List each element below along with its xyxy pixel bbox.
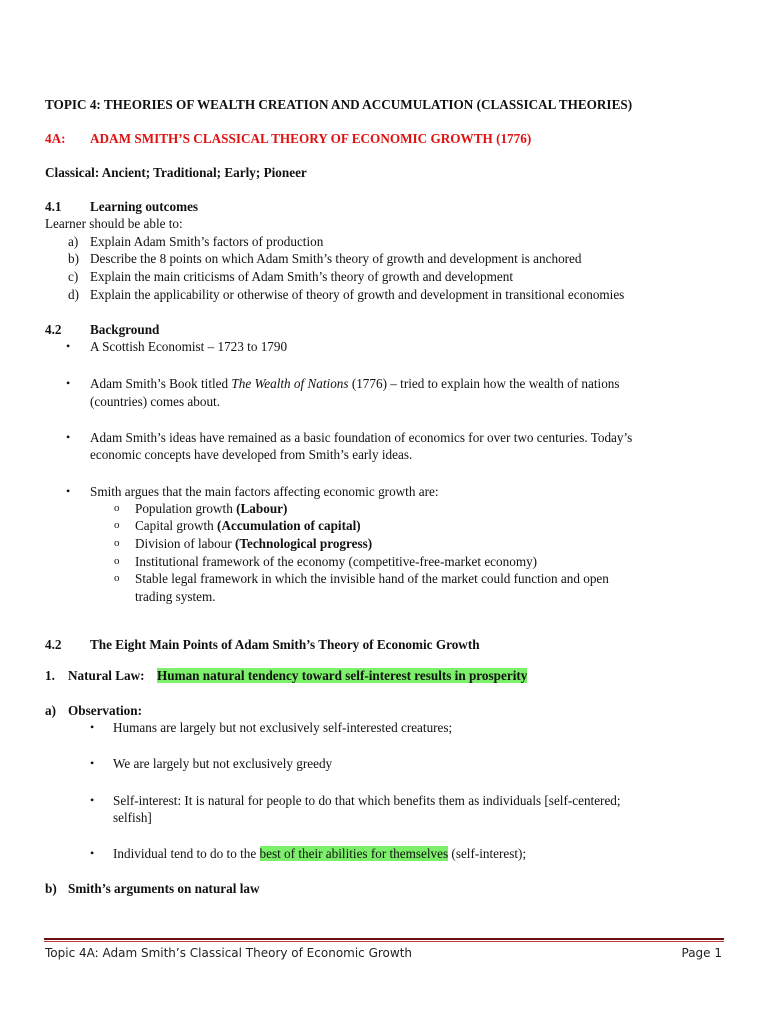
page-number: Page 1 <box>681 946 722 960</box>
observation-bullet-cont: selfish] <box>113 810 152 825</box>
factor-text: Division of labour <box>135 536 235 551</box>
footer-rule <box>44 938 724 940</box>
section-4-2-title: Background <box>90 322 160 337</box>
topic-title: TOPIC 4: THEORIES OF WEALTH CREATION AND ACCUMULATION (CLASSICAL THEORIES) <box>45 97 633 112</box>
background-bullet-cont: (countries) comes about. <box>90 394 221 409</box>
outcome-label: c) <box>68 269 79 284</box>
section-eight-points-title: The Eight Main Points of Adam Smith’s Theory of Economic Growth <box>90 637 480 652</box>
obs-post-text: (self-interest); <box>448 846 527 861</box>
bullet-icon: • <box>90 720 95 734</box>
observation-bullet: Self-interest: It is natural for people to do that which benefits them as individuals [self-centered; <box>113 793 621 808</box>
bullet-icon: • <box>66 430 71 444</box>
factor-text: Population growth <box>135 501 237 516</box>
observation-bullet: We are largely but not exclusively greedy <box>113 756 333 771</box>
section-4-1-title: Learning outcomes <box>90 199 199 214</box>
arguments-title: Smith’s arguments on natural law <box>68 881 260 896</box>
background-bullet: Smith argues that the main factors affecting economic growth are: <box>90 484 439 499</box>
factor-bold: (Labour) <box>236 501 288 516</box>
section-4-1-number: 4.1 <box>45 199 62 214</box>
factor-bold: (Accumulation of capital) <box>217 518 361 533</box>
book-post-text: (1776) – tried to explain how the wealth of nations <box>348 376 620 391</box>
factor-bold: (Technological progress) <box>235 536 373 551</box>
factor-item-cont: trading system. <box>135 589 216 604</box>
circle-bullet-icon: o <box>114 502 120 514</box>
point-1-title: Natural Law: <box>68 668 145 683</box>
outcome-item: Explain the main criticisms of Adam Smith’s theory of growth and development <box>90 269 514 284</box>
observation-bullet <box>113 845 526 862</box>
book-pre-text: Adam Smith’s Book titled <box>90 376 232 391</box>
bullet-icon: • <box>66 339 71 353</box>
factor-item <box>135 517 361 534</box>
factor-item <box>135 535 372 552</box>
outcome-item: Explain the applicability or otherwise of theory of growth and development in transitional economies <box>90 287 625 302</box>
circle-bullet-icon: o <box>114 537 120 549</box>
circle-bullet-icon: o <box>114 519 120 531</box>
footer-rule-accent <box>44 941 724 942</box>
bullet-icon: • <box>90 846 95 860</box>
outcome-label: a) <box>68 234 79 249</box>
observation-label: a) <box>45 703 56 718</box>
background-bullet <box>90 375 620 392</box>
background-bullet: A Scottish Economist – 1723 to 1790 <box>90 339 288 354</box>
section-4a-number: 4A: <box>45 131 66 146</box>
highlighted-text: Human natural tendency toward self-interest results in prosperity <box>157 668 528 683</box>
highlighted-text: best of their abilities for themselves <box>259 846 449 861</box>
background-bullet: Adam Smith’s ideas have remained as a basic foundation of economics for over two centuries. Today’s <box>90 430 633 445</box>
book-title: The Wealth of Nations <box>231 376 349 391</box>
outcome-label: b) <box>68 251 79 266</box>
point-1-label: 1. <box>45 668 55 683</box>
factor-text: Capital growth <box>135 518 218 533</box>
bullet-icon: • <box>90 756 95 770</box>
footer-title: Topic 4A: Adam Smith’s Classical Theory of Economic Growth <box>45 946 413 960</box>
bullet-icon: • <box>66 376 71 390</box>
circle-bullet-icon: o <box>114 572 120 584</box>
point-1-highlight <box>157 667 527 684</box>
circle-bullet-icon: o <box>114 555 120 567</box>
observation-title: Observation: <box>68 703 142 718</box>
obs-pre-text: Individual tend to do to the <box>113 846 260 861</box>
background-bullet-cont: economic concepts have developed from Smith’s early ideas. <box>90 447 413 462</box>
arguments-label: b) <box>45 881 57 896</box>
factor-item: Institutional framework of the economy (competitive-free-market economy) <box>135 554 538 569</box>
section-4a-title: ADAM SMITH’S CLASSICAL THEORY OF ECONOMIC GROWTH (1776) <box>90 131 532 146</box>
outcome-label: d) <box>68 287 79 302</box>
factor-item <box>135 500 287 517</box>
section-4-2-number: 4.2 <box>45 322 62 337</box>
outcome-item: Describe the 8 points on which Adam Smith’s theory of growth and development is anchored <box>90 251 582 266</box>
classical-definition: Classical: Ancient; Traditional; Early; Pioneer <box>45 165 307 180</box>
outcome-item: Explain Adam Smith’s factors of production <box>90 234 324 249</box>
bullet-icon: • <box>90 793 95 807</box>
factor-item: Stable legal framework in which the invisible hand of the market could function and open <box>135 571 609 586</box>
observation-bullet: Humans are largely but not exclusively self-interested creatures; <box>113 720 453 735</box>
learning-intro: Learner should be able to: <box>45 216 183 231</box>
bullet-icon: • <box>66 484 71 498</box>
section-eight-points-number: 4.2 <box>45 637 62 652</box>
